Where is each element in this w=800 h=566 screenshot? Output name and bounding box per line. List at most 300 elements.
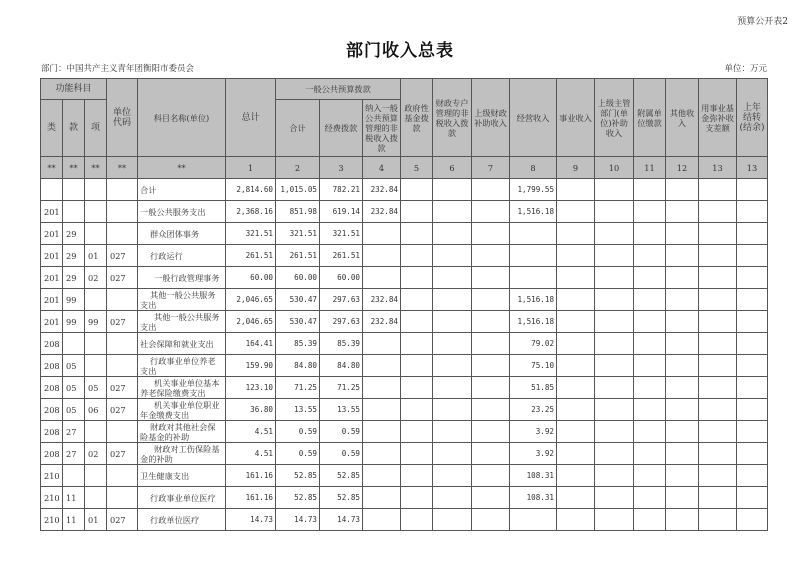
business-income-cell — [557, 267, 595, 289]
lei-cell: 208 — [41, 399, 63, 421]
other-income-cell — [666, 465, 699, 487]
gb-total-cell: 71.25 — [276, 377, 320, 399]
lei-cell: 201 — [41, 311, 63, 333]
special-account-cell — [433, 443, 472, 465]
operating-income-cell: 108.31 — [510, 465, 557, 487]
fund-offset-cell — [699, 377, 737, 399]
gb-funding-cell: 782.21 — [320, 179, 363, 201]
xiang-cell: 05 — [85, 377, 107, 399]
affiliate-payment-cell — [634, 223, 666, 245]
business-income-cell — [557, 245, 595, 267]
table-row — [41, 377, 768, 399]
header-affiliate-payment: 附属单位缴款 — [634, 79, 666, 157]
fund-offset-cell — [699, 245, 737, 267]
fund-offset-cell — [699, 179, 737, 201]
index-cell: 1 — [226, 157, 276, 179]
department-label: 部门：中国共产主义青年团衡阳市委员会 — [41, 64, 195, 74]
gb-funding-cell: 261.51 — [320, 245, 363, 267]
special-account-cell — [433, 201, 472, 223]
business-income-cell — [557, 399, 595, 421]
affiliate-payment-cell — [634, 245, 666, 267]
gb-total-cell: 0.59 — [276, 443, 320, 465]
superior-dept-subsidy-cell — [595, 377, 634, 399]
gb-nontax-cell — [363, 355, 401, 377]
carryover-cell — [737, 399, 768, 421]
lei-cell: 208 — [41, 377, 63, 399]
operating-income-cell — [510, 245, 557, 267]
superior-subsidy-cell — [472, 399, 510, 421]
total-cell: 14.73 — [226, 509, 276, 531]
fund-offset-cell — [699, 333, 737, 355]
other-income-cell — [666, 245, 699, 267]
gb-total-cell: 85.39 — [276, 333, 320, 355]
superior-dept-subsidy-cell — [595, 223, 634, 245]
kuan-cell: 29 — [63, 245, 85, 267]
header-other-income: 其他收入 — [666, 79, 699, 157]
gb-funding-cell: 297.63 — [320, 311, 363, 333]
total-cell: 2,046.65 — [226, 311, 276, 333]
other-income-cell — [666, 377, 699, 399]
fund-offset-cell — [699, 443, 737, 465]
other-income-cell — [666, 223, 699, 245]
xiang-cell — [85, 487, 107, 509]
form-number: 预算公开表2 — [737, 17, 788, 27]
gb-total-cell: 851.98 — [276, 201, 320, 223]
gov-fund-cell — [401, 399, 433, 421]
gov-fund-cell — [401, 311, 433, 333]
subject-name-cell: 卫生健康支出 — [138, 465, 226, 487]
kuan-cell: 11 — [63, 509, 85, 531]
gb-nontax-cell — [363, 443, 401, 465]
xiang-cell — [85, 289, 107, 311]
xiang-cell: 06 — [85, 399, 107, 421]
header-gb-total: 合计 — [276, 100, 320, 157]
total-cell: 4.51 — [226, 443, 276, 465]
affiliate-payment-cell — [634, 311, 666, 333]
affiliate-payment-cell — [634, 179, 666, 201]
gb-nontax-cell — [363, 465, 401, 487]
header-unit-code: 单位代码 — [107, 79, 138, 157]
total-cell: 2,814.60 — [226, 179, 276, 201]
xiang-cell — [85, 201, 107, 223]
lei-cell — [41, 179, 63, 201]
header-superior-subsidy: 上级财政补助收入 — [472, 79, 510, 157]
business-income-cell — [557, 311, 595, 333]
unit-code-cell — [107, 289, 138, 311]
header-special-account: 财政专户管理的非税收入拨款 — [433, 79, 472, 157]
gb-nontax-cell — [363, 377, 401, 399]
subject-name-cell: 合计 — [138, 179, 226, 201]
gb-total-cell: 0.59 — [276, 421, 320, 443]
business-income-cell — [557, 443, 595, 465]
subject-name-cell: 其他一般公共服务支出 — [138, 289, 226, 311]
business-income-cell — [557, 289, 595, 311]
subject-name-cell: 一般公共服务支出 — [138, 201, 226, 223]
operating-income-cell — [510, 267, 557, 289]
other-income-cell — [666, 443, 699, 465]
affiliate-payment-cell — [634, 399, 666, 421]
xiang-cell: 02 — [85, 267, 107, 289]
gov-fund-cell — [401, 333, 433, 355]
lei-cell: 201 — [41, 245, 63, 267]
gb-nontax-cell — [363, 399, 401, 421]
gb-funding-cell: 321.51 — [320, 223, 363, 245]
unit-code-cell: 027 — [107, 377, 138, 399]
kuan-cell: 99 — [63, 289, 85, 311]
header-general-budget: 一般公共预算拨款 — [276, 79, 401, 100]
gb-funding-cell: 13.55 — [320, 399, 363, 421]
table-body — [41, 179, 768, 531]
kuan-cell — [63, 333, 85, 355]
xiang-cell: 01 — [85, 509, 107, 531]
superior-subsidy-cell — [472, 355, 510, 377]
superior-dept-subsidy-cell — [595, 245, 634, 267]
fund-offset-cell — [699, 201, 737, 223]
gov-fund-cell — [401, 355, 433, 377]
affiliate-payment-cell — [634, 333, 666, 355]
carryover-cell — [737, 245, 768, 267]
table-row — [41, 289, 768, 311]
xiang-cell: 02 — [85, 443, 107, 465]
business-income-cell — [557, 377, 595, 399]
unit-code-cell — [107, 421, 138, 443]
header-business-income: 事业收入 — [557, 79, 595, 157]
special-account-cell — [433, 509, 472, 531]
business-income-cell — [557, 223, 595, 245]
lei-cell: 208 — [41, 421, 63, 443]
gb-funding-cell: 0.59 — [320, 443, 363, 465]
total-cell: 161.16 — [226, 465, 276, 487]
gb-nontax-cell: 232.84 — [363, 289, 401, 311]
table-row — [41, 399, 768, 421]
xiang-cell — [85, 355, 107, 377]
affiliate-payment-cell — [634, 421, 666, 443]
index-cell: 8 — [510, 157, 557, 179]
gb-total-cell: 261.51 — [276, 245, 320, 267]
unit-code-cell — [107, 487, 138, 509]
superior-subsidy-cell — [472, 289, 510, 311]
gb-nontax-cell — [363, 421, 401, 443]
superior-dept-subsidy-cell — [595, 443, 634, 465]
xiang-cell — [85, 223, 107, 245]
operating-income-cell: 23.25 — [510, 399, 557, 421]
other-income-cell — [666, 399, 699, 421]
index-cell: 13 — [737, 157, 768, 179]
index-cell: 2 — [276, 157, 320, 179]
subject-name-cell: 财政对其他社会保险基金的补助 — [138, 421, 226, 443]
carryover-cell — [737, 465, 768, 487]
affiliate-payment-cell — [634, 355, 666, 377]
carryover-cell — [737, 355, 768, 377]
gov-fund-cell — [401, 179, 433, 201]
xiang-cell — [85, 421, 107, 443]
superior-subsidy-cell — [472, 201, 510, 223]
superior-subsidy-cell — [472, 443, 510, 465]
special-account-cell — [433, 223, 472, 245]
special-account-cell — [433, 465, 472, 487]
superior-dept-subsidy-cell — [595, 289, 634, 311]
lei-cell: 201 — [41, 267, 63, 289]
index-cell: ** — [63, 157, 85, 179]
xiang-cell — [85, 333, 107, 355]
carryover-cell — [737, 267, 768, 289]
gb-total-cell: 321.51 — [276, 223, 320, 245]
unit-label: 单位：万元 — [724, 64, 767, 74]
unit-code-cell — [107, 465, 138, 487]
fund-offset-cell — [699, 223, 737, 245]
business-income-cell — [557, 333, 595, 355]
gb-funding-cell: 84.80 — [320, 355, 363, 377]
fund-offset-cell — [699, 421, 737, 443]
subject-name-cell: 一般行政管理事务 — [138, 267, 226, 289]
gb-total-cell: 84.80 — [276, 355, 320, 377]
header-total: 总计 — [226, 79, 276, 157]
lei-cell: 201 — [41, 201, 63, 223]
affiliate-payment-cell — [634, 487, 666, 509]
superior-dept-subsidy-cell — [595, 465, 634, 487]
other-income-cell — [666, 179, 699, 201]
index-cell: 6 — [433, 157, 472, 179]
total-cell: 2,046.65 — [226, 289, 276, 311]
gb-nontax-cell — [363, 333, 401, 355]
special-account-cell — [433, 333, 472, 355]
subject-name-cell: 社会保障和就业支出 — [138, 333, 226, 355]
xiang-cell — [85, 179, 107, 201]
table-row — [41, 245, 768, 267]
lei-cell: 208 — [41, 355, 63, 377]
gov-fund-cell — [401, 289, 433, 311]
superior-subsidy-cell — [472, 223, 510, 245]
operating-income-cell: 75.10 — [510, 355, 557, 377]
header-gb-funding: 经费拨款 — [320, 100, 363, 157]
operating-income-cell: 51.85 — [510, 377, 557, 399]
header-gov-fund: 政府性基金拨款 — [401, 79, 433, 157]
business-income-cell — [557, 421, 595, 443]
business-income-cell — [557, 201, 595, 223]
carryover-cell — [737, 311, 768, 333]
superior-subsidy-cell — [472, 311, 510, 333]
table-row — [41, 267, 768, 289]
gb-nontax-cell — [363, 245, 401, 267]
carryover-cell — [737, 509, 768, 531]
superior-subsidy-cell — [472, 421, 510, 443]
lei-cell: 210 — [41, 509, 63, 531]
column-index-row — [41, 157, 768, 179]
affiliate-payment-cell — [634, 443, 666, 465]
gov-fund-cell — [401, 377, 433, 399]
carryover-cell — [737, 377, 768, 399]
other-income-cell — [666, 421, 699, 443]
index-cell: 12 — [666, 157, 699, 179]
gb-nontax-cell: 232.84 — [363, 179, 401, 201]
index-cell: ** — [138, 157, 226, 179]
gb-total-cell: 1,015.05 — [276, 179, 320, 201]
carryover-cell — [737, 421, 768, 443]
carryover-cell — [737, 289, 768, 311]
fund-offset-cell — [699, 311, 737, 333]
fund-offset-cell — [699, 355, 737, 377]
carryover-cell — [737, 443, 768, 465]
operating-income-cell — [510, 223, 557, 245]
gov-fund-cell — [401, 443, 433, 465]
business-income-cell — [557, 179, 595, 201]
unit-code-cell: 027 — [107, 399, 138, 421]
unit-code-cell: 027 — [107, 245, 138, 267]
other-income-cell — [666, 509, 699, 531]
superior-subsidy-cell — [472, 179, 510, 201]
superior-subsidy-cell — [472, 267, 510, 289]
affiliate-payment-cell — [634, 377, 666, 399]
special-account-cell — [433, 267, 472, 289]
gb-total-cell: 52.85 — [276, 465, 320, 487]
gb-funding-cell: 60.00 — [320, 267, 363, 289]
header-lei: 类 — [41, 100, 63, 157]
business-income-cell — [557, 355, 595, 377]
superior-dept-subsidy-cell — [595, 487, 634, 509]
kuan-cell — [63, 179, 85, 201]
table-row — [41, 443, 768, 465]
total-cell: 164.41 — [226, 333, 276, 355]
gb-funding-cell: 0.59 — [320, 421, 363, 443]
lei-cell: 208 — [41, 443, 63, 465]
fund-offset-cell — [699, 509, 737, 531]
operating-income-cell: 79.02 — [510, 333, 557, 355]
gb-total-cell: 530.47 — [276, 289, 320, 311]
business-income-cell — [557, 465, 595, 487]
gb-total-cell: 52.85 — [276, 487, 320, 509]
special-account-cell — [433, 289, 472, 311]
fund-offset-cell — [699, 465, 737, 487]
superior-dept-subsidy-cell — [595, 509, 634, 531]
header-gb-nontax: 纳入一般公共预算管理的非税收入拨款 — [363, 100, 401, 157]
subject-name-cell: 行政运行 — [138, 245, 226, 267]
gov-fund-cell — [401, 245, 433, 267]
other-income-cell — [666, 311, 699, 333]
unit-code-cell — [107, 355, 138, 377]
subject-name-cell: 群众团体事务 — [138, 223, 226, 245]
index-cell: 10 — [595, 157, 634, 179]
superior-dept-subsidy-cell — [595, 399, 634, 421]
affiliate-payment-cell — [634, 509, 666, 531]
superior-dept-subsidy-cell — [595, 333, 634, 355]
xiang-cell: 99 — [85, 311, 107, 333]
other-income-cell — [666, 333, 699, 355]
business-income-cell — [557, 487, 595, 509]
kuan-cell: 27 — [63, 443, 85, 465]
superior-subsidy-cell — [472, 377, 510, 399]
affiliate-payment-cell — [634, 465, 666, 487]
index-cell: 7 — [472, 157, 510, 179]
gb-funding-cell: 52.85 — [320, 487, 363, 509]
gb-nontax-cell: 232.84 — [363, 201, 401, 223]
subject-name-cell: 财政对工伤保险基金的补助 — [138, 443, 226, 465]
superior-dept-subsidy-cell — [595, 179, 634, 201]
unit-code-cell — [107, 333, 138, 355]
unit-code-cell: 027 — [107, 311, 138, 333]
kuan-cell: 29 — [63, 267, 85, 289]
carryover-cell — [737, 179, 768, 201]
kuan-cell: 11 — [63, 487, 85, 509]
affiliate-payment-cell — [634, 201, 666, 223]
kuan-cell — [63, 201, 85, 223]
gov-fund-cell — [401, 223, 433, 245]
operating-income-cell: 3.92 — [510, 443, 557, 465]
special-account-cell — [433, 245, 472, 267]
lei-cell: 210 — [41, 487, 63, 509]
subject-name-cell: 行政事业单位养老支出 — [138, 355, 226, 377]
operating-income-cell: 1,799.55 — [510, 179, 557, 201]
unit-code-cell: 027 — [107, 509, 138, 531]
operating-income-cell: 108.31 — [510, 487, 557, 509]
table-row — [41, 355, 768, 377]
lei-cell: 201 — [41, 223, 63, 245]
gov-fund-cell — [401, 201, 433, 223]
table-row — [41, 201, 768, 223]
operating-income-cell: 3.92 — [510, 421, 557, 443]
superior-dept-subsidy-cell — [595, 311, 634, 333]
gb-funding-cell: 297.63 — [320, 289, 363, 311]
operating-income-cell: 1,516.18 — [510, 311, 557, 333]
kuan-cell: 05 — [63, 399, 85, 421]
superior-dept-subsidy-cell — [595, 267, 634, 289]
fund-offset-cell — [699, 399, 737, 421]
superior-dept-subsidy-cell — [595, 421, 634, 443]
header-superior-dept-subsidy: 上级主管部门(单位)补助收入 — [595, 79, 634, 157]
carryover-cell — [737, 333, 768, 355]
operating-income-cell: 1,516.18 — [510, 289, 557, 311]
xiang-cell: 01 — [85, 245, 107, 267]
kuan-cell: 05 — [63, 377, 85, 399]
gov-fund-cell — [401, 267, 433, 289]
superior-dept-subsidy-cell — [595, 355, 634, 377]
gb-funding-cell: 52.85 — [320, 465, 363, 487]
kuan-cell — [63, 465, 85, 487]
unit-code-cell: 027 — [107, 443, 138, 465]
index-cell: 13 — [699, 157, 737, 179]
gov-fund-cell — [401, 509, 433, 531]
index-cell: 4 — [363, 157, 401, 179]
superior-dept-subsidy-cell — [595, 201, 634, 223]
lei-cell: 210 — [41, 465, 63, 487]
gov-fund-cell — [401, 421, 433, 443]
gb-funding-cell: 85.39 — [320, 333, 363, 355]
gb-funding-cell: 14.73 — [320, 509, 363, 531]
carryover-cell — [737, 487, 768, 509]
special-account-cell — [433, 377, 472, 399]
fund-offset-cell — [699, 289, 737, 311]
unit-code-cell: 027 — [107, 267, 138, 289]
header-carryover: 上年结转(结余) — [737, 79, 768, 157]
other-income-cell — [666, 487, 699, 509]
gb-nontax-cell — [363, 223, 401, 245]
index-cell: 11 — [634, 157, 666, 179]
table-row — [41, 465, 768, 487]
kuan-cell: 29 — [63, 223, 85, 245]
other-income-cell — [666, 355, 699, 377]
lei-cell: 201 — [41, 289, 63, 311]
carryover-cell — [737, 201, 768, 223]
total-cell: 123.10 — [226, 377, 276, 399]
table-row — [41, 223, 768, 245]
fund-offset-cell — [699, 487, 737, 509]
gov-fund-cell — [401, 487, 433, 509]
gb-total-cell: 14.73 — [276, 509, 320, 531]
operating-income-cell: 1,516.18 — [510, 201, 557, 223]
gov-fund-cell — [401, 465, 433, 487]
table-row — [41, 333, 768, 355]
superior-subsidy-cell — [472, 465, 510, 487]
header-fund-offset: 用事业基金弥补收支差额 — [699, 79, 737, 157]
